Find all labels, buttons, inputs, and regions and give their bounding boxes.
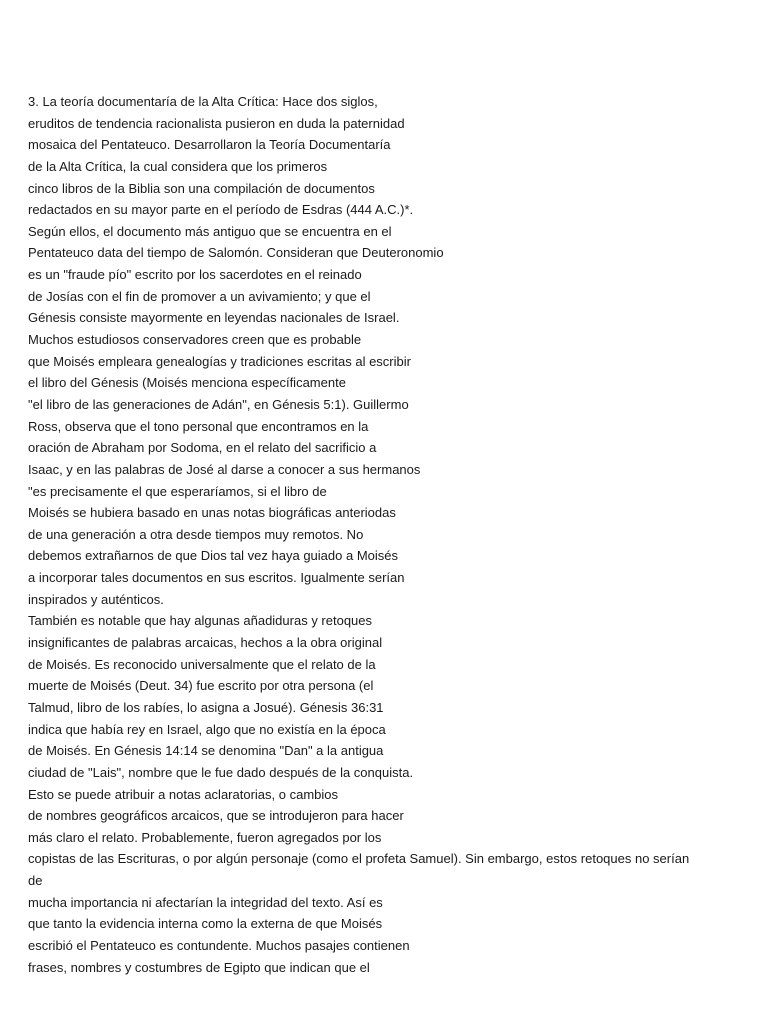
- text-line: Moisés se hubiera basado en unas notas biográficas anteriodas: [28, 505, 396, 521]
- text-line: Talmud, libro de los rabíes, lo asigna a Josué). Génesis 36:31: [28, 699, 384, 715]
- body-text: [28, 91, 758, 978]
- text-line: redactados en su mayor parte en el período de Esdras (444 A.C.)*.: [28, 202, 414, 218]
- text-line: frases, nombres y costumbres de Egipto que indican que el: [28, 959, 370, 975]
- text-line: Isaac, y en las palabras de José al darse a conocer a sus hermanos: [28, 461, 421, 477]
- text-line: más claro el relato. Probablemente, fueron agregados por los: [28, 829, 382, 845]
- text-line: Pentateuco data del tiempo de Salomón. Consideran que Deuteronomio: [28, 245, 444, 261]
- text-line: que tanto la evidencia interna como la externa de que Moisés: [28, 916, 383, 932]
- text-line: eruditos de tendencia racionalista pusieron en duda la paternidad: [28, 115, 405, 131]
- text-line: de nombres geográficos arcaicos, que se introdujeron para hacer: [28, 808, 404, 824]
- text-line: copistas de las Escrituras, o por algún personaje (como el profeta Samuel). Sin embargo, estos retoques no serían: [28, 851, 690, 867]
- text-line: que Moisés empleara genealogías y tradiciones escritas al escribir: [28, 353, 411, 369]
- text-line: Según ellos, el documento más antiguo que se encuentra en el: [28, 223, 392, 239]
- text-line: insignificantes de palabras arcaicas, hechos a la obra original: [28, 635, 383, 651]
- text-line: "es precisamente el que esperaríamos, si el libro de: [28, 483, 327, 499]
- text-line: debemos extrañarnos de que Dios tal vez haya guiado a Moisés: [28, 548, 398, 564]
- text-line: inspirados y auténticos.: [28, 591, 164, 607]
- text-line: indica que había rey en Israel, algo que no existía en la época: [28, 721, 386, 737]
- text-line: mucha importancia ni afectarían la integridad del texto. Así es: [28, 894, 383, 910]
- text-line: mosaica del Pentateuco. Desarrollaron la Teoría Documentaría: [28, 137, 391, 153]
- text-line: escribió el Pentateuco es contundente. Muchos pasajes contienen: [28, 937, 410, 953]
- text-line: de Josías con el fin de promover a un avivamiento; y que el: [28, 288, 371, 304]
- text-line: es un "fraude pío" escrito por los sacerdotes en el reinado: [28, 267, 362, 283]
- text-line: de una generación a otra desde tiempos muy remotos. No: [28, 526, 364, 542]
- text-line: ciudad de "Lais", nombre que le fue dado después de la conquista.: [28, 764, 414, 780]
- text-line: Ross, observa que el tono personal que encontramos en la: [28, 418, 369, 434]
- text-line: También es notable que hay algunas añadiduras y retoques: [28, 613, 373, 629]
- text-line: "el libro de las generaciones de Adán", en Génesis 5:1). Guillermo: [28, 396, 409, 412]
- text-line: cinco libros de la Biblia son una compilación de documentos: [28, 180, 375, 196]
- text-line: a incorporar tales documentos en sus escritos. Igualmente serían: [28, 570, 405, 586]
- text-line: de Moisés. Es reconocido universalmente que el relato de la: [28, 656, 376, 672]
- text-line: de Moisés. En Génesis 14:14 se denomina "Dan" a la antigua: [28, 743, 384, 759]
- text-line: Esto se puede atribuir a notas aclaratorias, o cambios: [28, 786, 339, 802]
- text-line: 3. La teoría documentaría de la Alta Crítica: Hace dos siglos,: [28, 94, 378, 109]
- text-line: oración de Abraham por Sodoma, en el relato del sacrificio a: [28, 440, 377, 456]
- text-line: Génesis consiste mayormente en leyendas nacionales de Israel.: [28, 310, 400, 326]
- text-line: Muchos estudiosos conservadores creen que es probable: [28, 332, 362, 348]
- text-line: de la Alta Crítica, la cual considera que los primeros: [28, 158, 328, 174]
- text-line: muerte de Moisés (Deut. 34) fue escrito por otra persona (el: [28, 678, 374, 694]
- text-line: de: [28, 873, 43, 889]
- text-line: el libro del Génesis (Moisés menciona específicamente: [28, 375, 346, 391]
